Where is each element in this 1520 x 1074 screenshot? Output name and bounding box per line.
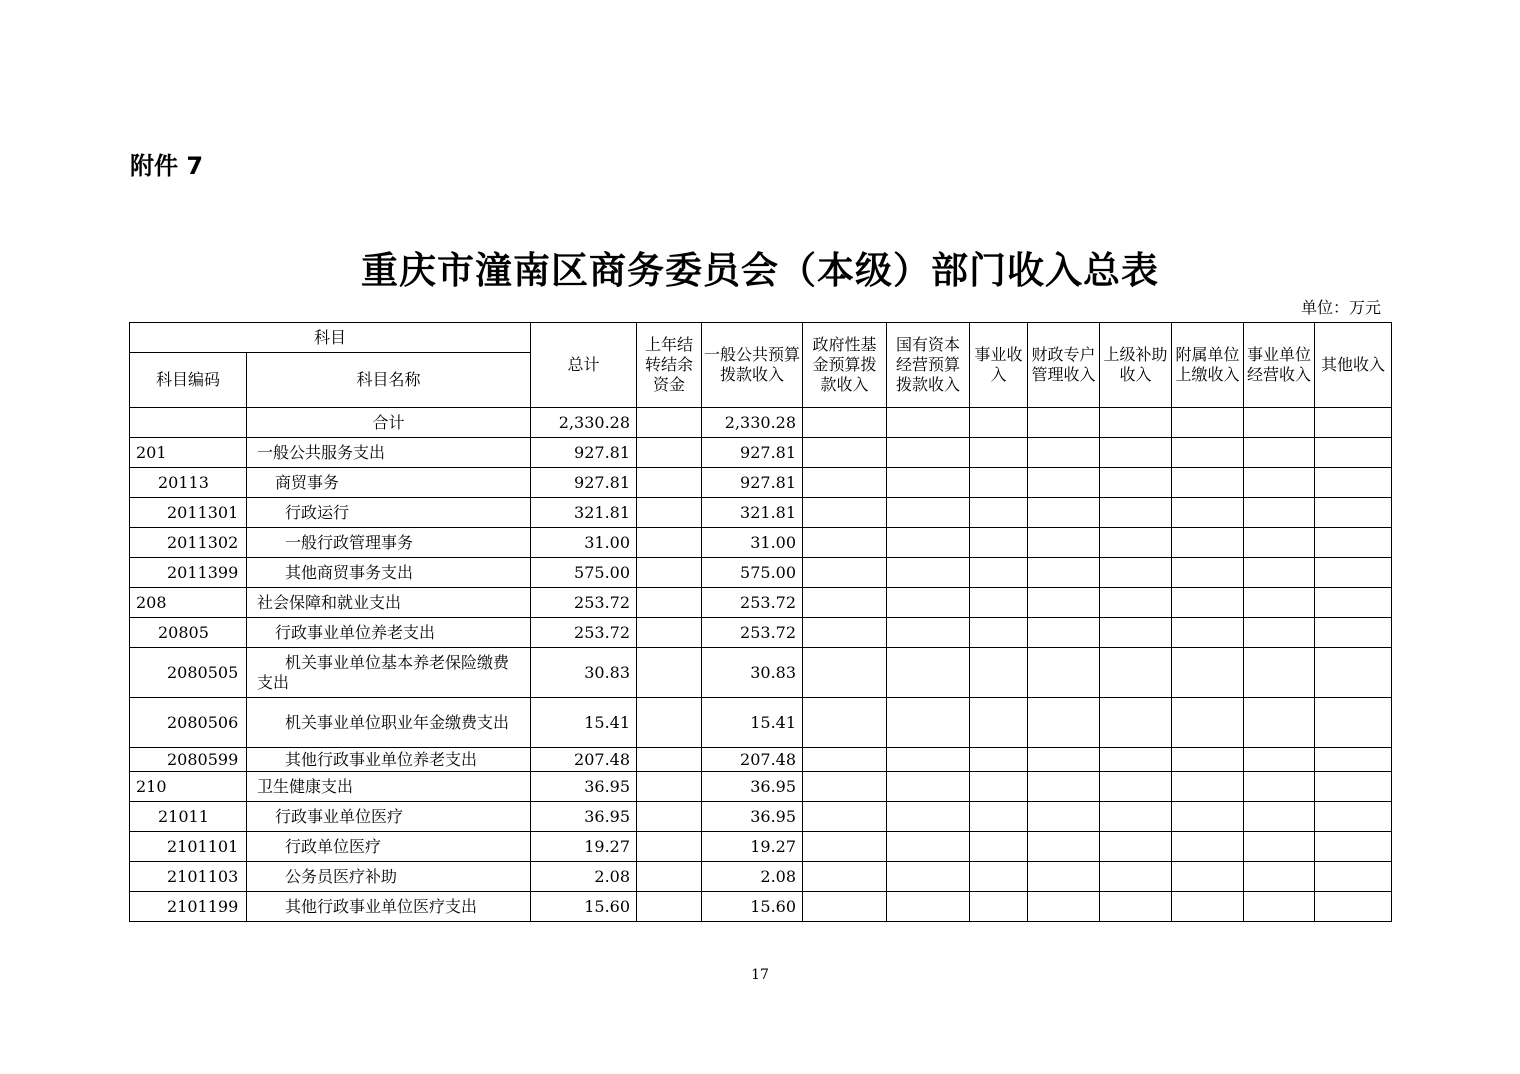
header-general: 一般公共预算拨款收入: [702, 323, 803, 408]
empty-cell: [803, 588, 887, 618]
empty-cell: [887, 558, 970, 588]
empty-cell: [887, 832, 970, 862]
empty-cell: [1244, 558, 1315, 588]
carryover-value: [637, 588, 702, 618]
empty-cell: [887, 468, 970, 498]
total-value: 19.27: [531, 832, 637, 862]
empty-cell: [1028, 558, 1100, 588]
empty-cell: [1028, 438, 1100, 468]
subject-name: 行政单位医疗: [247, 832, 531, 862]
empty-cell: [1172, 558, 1244, 588]
empty-cell: [1244, 698, 1315, 748]
empty-cell: [1100, 648, 1172, 698]
empty-cell: [970, 748, 1028, 772]
empty-cell: [1172, 498, 1244, 528]
empty-cell: [887, 772, 970, 802]
empty-cell: [1315, 528, 1392, 558]
subject-code: 2101103: [130, 862, 247, 892]
page-number: 17: [751, 967, 769, 983]
empty-cell: [1028, 862, 1100, 892]
header-carryover: 上年结转结余资金: [637, 323, 702, 408]
general-value: 15.60: [702, 892, 803, 922]
empty-cell: [803, 618, 887, 648]
subject-code: 2080599: [130, 748, 247, 772]
empty-cell: [1315, 802, 1392, 832]
subject-name: 其他行政事业单位医疗支出: [247, 892, 531, 922]
subject-code: 2011302: [130, 528, 247, 558]
carryover-value: [637, 558, 702, 588]
carryover-value: [637, 408, 702, 438]
empty-cell: [970, 832, 1028, 862]
empty-cell: [1315, 408, 1392, 438]
empty-cell: [1100, 468, 1172, 498]
table-row: [130, 438, 1392, 468]
carryover-value: [637, 618, 702, 648]
empty-cell: [1100, 772, 1172, 802]
subject-name: 卫生健康支出: [247, 772, 531, 802]
table-row: [130, 832, 1392, 862]
general-value: 253.72: [702, 618, 803, 648]
carryover-value: [637, 648, 702, 698]
subject-code: 20805: [130, 618, 247, 648]
table-row: [130, 528, 1392, 558]
empty-cell: [803, 698, 887, 748]
general-value: 36.95: [702, 772, 803, 802]
table-row: [130, 498, 1392, 528]
total-value: 2.08: [531, 862, 637, 892]
subject-code: 210: [130, 772, 247, 802]
subject-name: 机关事业单位职业年金缴费支出: [247, 698, 531, 748]
header-row-1: [130, 323, 1392, 353]
empty-cell: [1172, 468, 1244, 498]
empty-cell: [1315, 558, 1392, 588]
total-value: 36.95: [531, 802, 637, 832]
general-value: 927.81: [702, 438, 803, 468]
empty-cell: [1172, 748, 1244, 772]
header-state-capital: 国有资本经营预算拨款收入: [887, 323, 970, 408]
empty-cell: [970, 648, 1028, 698]
total-value: 927.81: [531, 438, 637, 468]
table-row: [130, 892, 1392, 922]
general-value: 31.00: [702, 528, 803, 558]
empty-cell: [1100, 558, 1172, 588]
carryover-value: [637, 772, 702, 802]
table-row: [130, 618, 1392, 648]
empty-cell: [1028, 698, 1100, 748]
header-operations: 事业单位经营收入: [1244, 323, 1315, 408]
empty-cell: [803, 772, 887, 802]
empty-cell: [1100, 588, 1172, 618]
subject-code: 2011301: [130, 498, 247, 528]
subject-name: 其他商贸事务支出: [247, 558, 531, 588]
empty-cell: [1100, 748, 1172, 772]
empty-cell: [1172, 832, 1244, 862]
carryover-value: [637, 832, 702, 862]
empty-cell: [1028, 832, 1100, 862]
empty-cell: [1028, 408, 1100, 438]
empty-cell: [1315, 772, 1392, 802]
subject-name: 公务员医疗补助: [247, 862, 531, 892]
general-value: 575.00: [702, 558, 803, 588]
empty-cell: [887, 438, 970, 468]
table-row: [130, 588, 1392, 618]
empty-cell: [1244, 772, 1315, 802]
empty-cell: [887, 618, 970, 648]
general-value: 2,330.28: [702, 408, 803, 438]
empty-cell: [803, 892, 887, 922]
empty-cell: [803, 438, 887, 468]
empty-cell: [1100, 408, 1172, 438]
general-value: 30.83: [702, 648, 803, 698]
empty-cell: [803, 648, 887, 698]
empty-cell: [803, 558, 887, 588]
subject-code: 21011: [130, 802, 247, 832]
empty-cell: [1244, 588, 1315, 618]
total-value: 31.00: [531, 528, 637, 558]
carryover-value: [637, 498, 702, 528]
header-special: 财政专户管理收入: [1028, 323, 1100, 408]
table-row: [130, 748, 1392, 772]
empty-cell: [1315, 698, 1392, 748]
empty-cell: [1100, 892, 1172, 922]
empty-cell: [1172, 438, 1244, 468]
empty-cell: [887, 802, 970, 832]
subject-name: 合计: [247, 408, 531, 438]
empty-cell: [1315, 892, 1392, 922]
subject-code: [130, 408, 247, 438]
total-value: 253.72: [531, 618, 637, 648]
carryover-value: [637, 892, 702, 922]
table-row: [130, 772, 1392, 802]
empty-cell: [887, 748, 970, 772]
empty-cell: [887, 528, 970, 558]
subject-name: 行政事业单位养老支出: [247, 618, 531, 648]
empty-cell: [970, 698, 1028, 748]
carryover-value: [637, 438, 702, 468]
empty-cell: [803, 862, 887, 892]
subject-code: 20113: [130, 468, 247, 498]
table-row: [130, 862, 1392, 892]
empty-cell: [970, 468, 1028, 498]
empty-cell: [1028, 468, 1100, 498]
carryover-value: [637, 862, 702, 892]
header-total: 总计: [531, 323, 637, 408]
empty-cell: [1100, 528, 1172, 558]
empty-cell: [887, 408, 970, 438]
subject-code: 201: [130, 438, 247, 468]
subject-code: 2101199: [130, 892, 247, 922]
subject-code: 2080506: [130, 698, 247, 748]
empty-cell: [1244, 892, 1315, 922]
empty-cell: [1244, 468, 1315, 498]
empty-cell: [1028, 892, 1100, 922]
income-table: [129, 322, 1392, 922]
subject-name: 商贸事务: [247, 468, 531, 498]
empty-cell: [1315, 648, 1392, 698]
general-value: 19.27: [702, 832, 803, 862]
empty-cell: [1028, 772, 1100, 802]
empty-cell: [1028, 498, 1100, 528]
carryover-value: [637, 468, 702, 498]
subject-code: 2080505: [130, 648, 247, 698]
empty-cell: [1172, 862, 1244, 892]
empty-cell: [1172, 698, 1244, 748]
empty-cell: [1172, 648, 1244, 698]
general-value: 321.81: [702, 498, 803, 528]
general-value: 36.95: [702, 802, 803, 832]
table-row: [130, 468, 1392, 498]
table-row: [130, 648, 1392, 698]
empty-cell: [887, 698, 970, 748]
subject-name: 行政事业单位医疗: [247, 802, 531, 832]
empty-cell: [803, 748, 887, 772]
empty-cell: [1244, 832, 1315, 862]
carryover-value: [637, 748, 702, 772]
total-value: 15.41: [531, 698, 637, 748]
general-value: 15.41: [702, 698, 803, 748]
empty-cell: [970, 892, 1028, 922]
empty-cell: [970, 558, 1028, 588]
empty-cell: [803, 468, 887, 498]
empty-cell: [887, 892, 970, 922]
subject-code: 208: [130, 588, 247, 618]
header-business: 事业收入: [970, 323, 1028, 408]
empty-cell: [803, 408, 887, 438]
empty-cell: [1172, 618, 1244, 648]
table-row: [130, 558, 1392, 588]
empty-cell: [1315, 748, 1392, 772]
empty-cell: [1172, 588, 1244, 618]
empty-cell: [1244, 862, 1315, 892]
empty-cell: [803, 528, 887, 558]
total-value: 2,330.28: [531, 408, 637, 438]
empty-cell: [970, 618, 1028, 648]
empty-cell: [1315, 438, 1392, 468]
subject-name: 一般行政管理事务: [247, 528, 531, 558]
empty-cell: [1244, 648, 1315, 698]
empty-cell: [970, 862, 1028, 892]
empty-cell: [1100, 438, 1172, 468]
carryover-value: [637, 528, 702, 558]
general-value: 927.81: [702, 468, 803, 498]
empty-cell: [887, 588, 970, 618]
empty-cell: [1172, 772, 1244, 802]
header-other: 其他收入: [1315, 323, 1392, 408]
empty-cell: [887, 498, 970, 528]
total-value: 927.81: [531, 468, 637, 498]
total-value: 207.48: [531, 748, 637, 772]
subject-name: 行政运行: [247, 498, 531, 528]
empty-cell: [1100, 862, 1172, 892]
header-name: 科目名称: [247, 353, 531, 408]
empty-cell: [970, 802, 1028, 832]
empty-cell: [1028, 802, 1100, 832]
empty-cell: [970, 438, 1028, 468]
empty-cell: [1172, 892, 1244, 922]
total-value: 15.60: [531, 892, 637, 922]
empty-cell: [1244, 618, 1315, 648]
total-value: 321.81: [531, 498, 637, 528]
empty-cell: [887, 862, 970, 892]
empty-cell: [803, 498, 887, 528]
empty-cell: [1028, 528, 1100, 558]
header-affiliated: 附属单位上缴收入: [1172, 323, 1244, 408]
empty-cell: [1244, 498, 1315, 528]
empty-cell: [970, 588, 1028, 618]
empty-cell: [1100, 832, 1172, 862]
empty-cell: [1244, 528, 1315, 558]
general-value: 207.48: [702, 748, 803, 772]
empty-cell: [970, 408, 1028, 438]
subject-name: 社会保障和就业支出: [247, 588, 531, 618]
empty-cell: [1244, 802, 1315, 832]
empty-cell: [1028, 648, 1100, 698]
empty-cell: [970, 528, 1028, 558]
empty-cell: [1315, 468, 1392, 498]
empty-cell: [1244, 408, 1315, 438]
general-value: 253.72: [702, 588, 803, 618]
unit-label: 单位：万元: [1300, 298, 1381, 317]
empty-cell: [1100, 698, 1172, 748]
subject-name: 机关事业单位基本养老保险缴费支出: [247, 648, 531, 698]
empty-cell: [1028, 588, 1100, 618]
total-value: 36.95: [531, 772, 637, 802]
empty-cell: [1100, 498, 1172, 528]
total-value: 30.83: [531, 648, 637, 698]
empty-cell: [1315, 618, 1392, 648]
empty-cell: [1172, 528, 1244, 558]
carryover-value: [637, 802, 702, 832]
subject-code: 2101101: [130, 832, 247, 862]
carryover-value: [637, 698, 702, 748]
empty-cell: [803, 802, 887, 832]
total-value: 575.00: [531, 558, 637, 588]
header-fund: 政府性基金预算拨款收入: [803, 323, 887, 408]
empty-cell: [1244, 438, 1315, 468]
empty-cell: [1028, 618, 1100, 648]
empty-cell: [1172, 802, 1244, 832]
table-row: [130, 802, 1392, 832]
attachment-label: 附件 7: [130, 152, 204, 180]
empty-cell: [1315, 832, 1392, 862]
empty-cell: [1028, 748, 1100, 772]
empty-cell: [887, 648, 970, 698]
table-row: [130, 408, 1392, 438]
empty-cell: [970, 498, 1028, 528]
empty-cell: [1172, 408, 1244, 438]
empty-cell: [970, 772, 1028, 802]
empty-cell: [1315, 862, 1392, 892]
page-title: 重庆市潼南区商务委员会（本级）部门收入总表: [361, 248, 1159, 292]
header-code: 科目编码: [130, 353, 247, 408]
subject-name: 一般公共服务支出: [247, 438, 531, 468]
empty-cell: [1100, 802, 1172, 832]
empty-cell: [803, 832, 887, 862]
total-value: 253.72: [531, 588, 637, 618]
subject-name: 其他行政事业单位养老支出: [247, 748, 531, 772]
empty-cell: [1244, 748, 1315, 772]
subject-code: 2011399: [130, 558, 247, 588]
general-value: 2.08: [702, 862, 803, 892]
header-subsidy: 上级补助收入: [1100, 323, 1172, 408]
table-row: [130, 698, 1392, 748]
header-subject: 科目: [130, 323, 531, 353]
empty-cell: [1315, 498, 1392, 528]
empty-cell: [1315, 588, 1392, 618]
empty-cell: [1100, 618, 1172, 648]
